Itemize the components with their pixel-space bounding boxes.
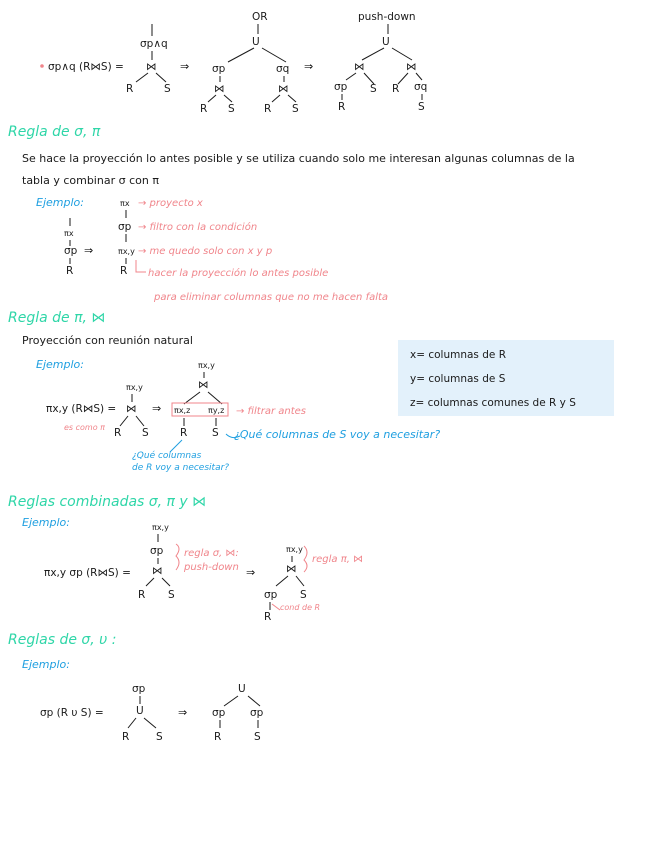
s4-r-left: R — [122, 731, 130, 743]
top-join-2: ⋈ — [214, 83, 225, 95]
s4-sigma-left: σp — [132, 683, 146, 695]
top-s-4: S — [370, 83, 377, 95]
top-r: R — [126, 83, 134, 95]
section-combined — [8, 494, 363, 623]
top-sigma-q: σq — [276, 63, 290, 75]
box-line-y: y= columnas de S — [410, 373, 506, 385]
s3-join-left: ⋈ — [152, 565, 163, 577]
section-1-body-1: Se hace la proyección lo antes posible y se utiliza cuando solo me interesan algunas columnas de la — [22, 152, 575, 165]
s4-union-right: U — [238, 683, 246, 695]
s3-regla-sigma-1: regla σ, ⋈: — [184, 548, 239, 559]
s3-sigma-left: σp — [150, 545, 164, 557]
s4-sigma-right-2: σp — [250, 707, 264, 719]
top-join-4: ⋈ — [354, 61, 365, 73]
s4-s-right: S — [254, 731, 261, 743]
s2-pi-yz: πy,z — [208, 406, 225, 415]
s3-arrow: ⇒ — [246, 566, 256, 579]
top-join: ⋈ — [146, 61, 157, 73]
top-sigma-p-3: σp — [334, 81, 348, 93]
top-sigma-p: σp — [212, 63, 226, 75]
section-4-title: Reglas de σ, υ : — [8, 632, 117, 648]
section-1-body-2: tabla y combinar σ con π — [22, 174, 159, 187]
top-r-3: R — [264, 103, 272, 115]
s2-arrow: ⇒ — [152, 402, 162, 415]
s2-question-r-1: ¿Qué columnas — [132, 451, 202, 461]
s2-question-s: ¿Qué columnas de S voy a necesitar? — [234, 428, 441, 441]
section-3-example: Ejemplo: — [22, 516, 70, 529]
s3-pi-xy-left: πx,y — [152, 523, 169, 532]
s4-union-left: U — [136, 705, 144, 717]
top-union: U — [252, 36, 260, 48]
s3-s-right: S — [300, 589, 307, 601]
section-2-example: Ejemplo: — [36, 358, 84, 371]
section-sigma-union — [8, 632, 264, 743]
s3-s-left: S — [168, 589, 175, 601]
s3-cond: cond de R — [280, 603, 321, 612]
top-s-2: S — [228, 103, 235, 115]
top-lhs: σp∧q (R⋈S) = — [48, 61, 124, 73]
s4-sigma-right-1: σp — [212, 707, 226, 719]
top-arrow-1: ⇒ — [180, 60, 190, 73]
s2-s-left: S — [142, 427, 149, 439]
s2-lhs: πx,y (R⋈S) = — [46, 403, 117, 415]
top-arrow-2: ⇒ — [304, 60, 314, 73]
section-2-body: Proyección con reunión natural — [22, 334, 193, 347]
s1-note-2: → filtro con la condición — [138, 222, 258, 233]
s2-pi-xy-left: πx,y — [126, 383, 143, 392]
s1-note-5: para eliminar columnas que no me hacen falta — [154, 292, 389, 303]
s1-r-left: R — [66, 265, 74, 277]
s3-pi-xy-right: πx,y — [286, 545, 303, 554]
s4-s-left: S — [156, 731, 163, 743]
box-line-z: z= columnas comunes de R y S — [410, 397, 576, 409]
s2-question-r-2: de R voy a necesitar? — [132, 463, 230, 473]
s1-pi-x-left: πx — [64, 229, 74, 238]
s2-join-right: ⋈ — [198, 379, 209, 391]
section-pi-join — [8, 310, 614, 473]
s2-join-left: ⋈ — [126, 403, 137, 415]
s4-arrow: ⇒ — [178, 706, 188, 719]
s1-pi-xy: πx,y — [118, 247, 135, 256]
s2-s-right: S — [212, 427, 219, 439]
top-diagram — [40, 11, 427, 115]
s2-es-como: es como π — [64, 423, 105, 432]
s1-note-4: hacer la proyección lo antes posible — [148, 268, 329, 279]
top-pushdown: push-down — [358, 11, 416, 23]
s4-lhs: σp (R υ S) = — [40, 707, 104, 719]
s1-note-connector — [136, 260, 146, 272]
s2-r-right: R — [180, 427, 188, 439]
s2-r-left: R — [114, 427, 122, 439]
s2-pi-xy-right: πx,y — [198, 361, 215, 370]
section-sigma-pi — [8, 124, 575, 303]
bullet-dot — [40, 64, 44, 68]
top-s-3: S — [292, 103, 299, 115]
s1-r: R — [120, 265, 128, 277]
s3-r-left: R — [138, 589, 146, 601]
s3-lhs: πx,y σp (R⋈S) = — [44, 567, 131, 579]
s3-r-right: R — [264, 611, 272, 623]
top-r-2: R — [200, 103, 208, 115]
s4-r-right: R — [214, 731, 222, 743]
s1-sigma-left: σp — [64, 245, 78, 257]
s1-pi-x: πx — [120, 199, 130, 208]
top-or: OR — [252, 11, 268, 23]
s3-join-right: ⋈ — [286, 563, 297, 575]
s1-sigma: σp — [118, 221, 132, 233]
top-sigma-q-3: σq — [414, 81, 428, 93]
s3-regla-sigma-2: push-down — [184, 562, 239, 573]
top-s: S — [164, 83, 171, 95]
section-4-example: Ejemplo: — [22, 658, 70, 671]
s3-sigma-right: σp — [264, 589, 278, 601]
top-r-5: R — [392, 83, 400, 95]
top-join-3: ⋈ — [278, 83, 289, 95]
top-r-4: R — [338, 101, 346, 113]
s1-note-3: → me quedo solo con x y p — [138, 246, 273, 257]
top-s-5: S — [418, 101, 425, 113]
section-2-title: Regla de π, ⋈ — [8, 310, 106, 326]
s1-note-1: → proyecto x — [138, 198, 203, 209]
section-1-example: Ejemplo: — [36, 196, 84, 209]
s3-regla-pi: regla π, ⋈ — [312, 554, 364, 565]
top-union-3: U — [382, 36, 390, 48]
top-sel-pq: σp∧q — [140, 38, 168, 50]
box-line-x: x= columnas de R — [410, 349, 507, 361]
s1-arrow: ⇒ — [84, 244, 94, 257]
section-1-title: Regla de σ, π — [8, 124, 101, 140]
section-3-title: Reglas combinadas σ, π y ⋈ — [8, 494, 207, 510]
s2-pi-xz: πx,z — [174, 406, 191, 415]
s2-filtrar: → filtrar antes — [236, 406, 306, 417]
top-join-5: ⋈ — [406, 61, 417, 73]
